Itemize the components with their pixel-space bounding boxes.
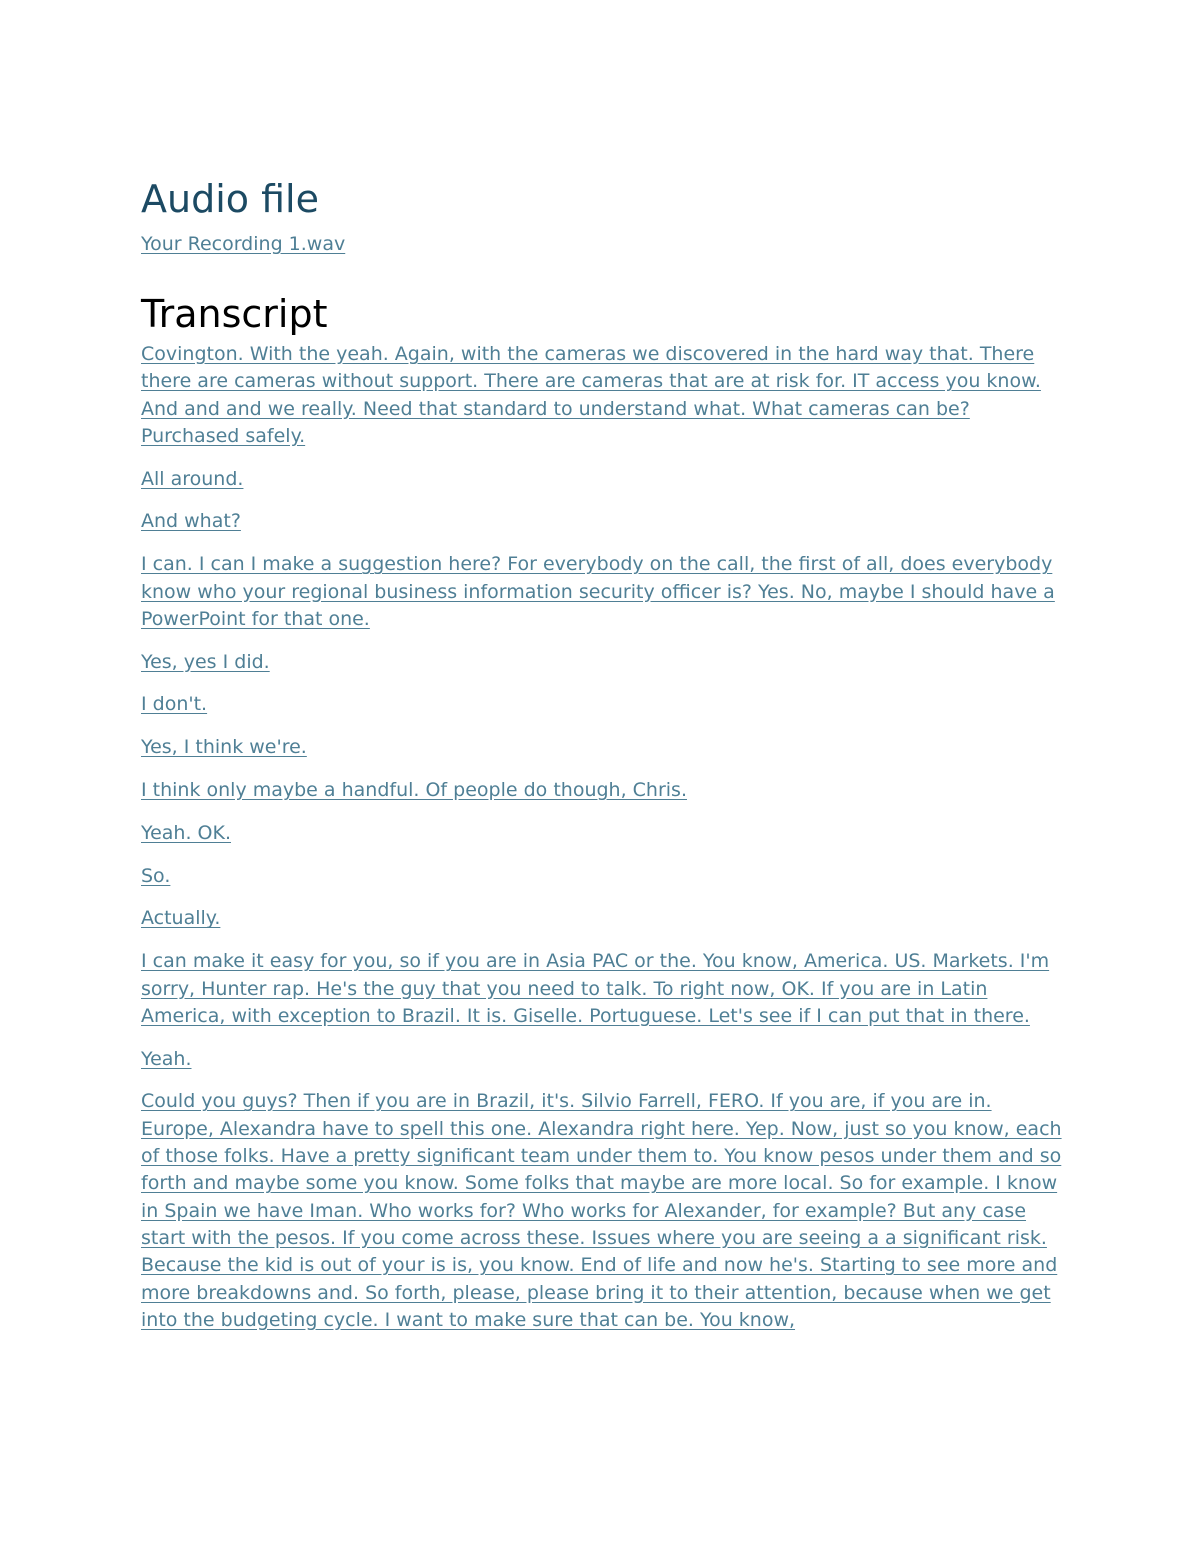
transcript-body xyxy=(141,341,1066,1334)
transcript-paragraph[interactable]: I can make it easy for you, so if you are in Asia PAC or the. You know, America. US. Markets. I'm sorry, Hunter rap. He's the guy that you need to talk. To right now, OK. If you are in Latin America, with exception to Brazil. It is. Giselle. Portuguese. Let's see if I can put that in there. xyxy=(141,950,1050,1027)
transcript-paragraph[interactable]: So. xyxy=(141,864,171,887)
transcript-paragraph[interactable]: And what? xyxy=(141,510,241,533)
transcript-heading: Transcript xyxy=(141,292,328,336)
transcript-paragraph[interactable]: All around. xyxy=(141,467,244,490)
audio-file-link[interactable]: Your Recording 1.wav xyxy=(141,233,346,255)
transcript-paragraph[interactable]: Covington. With the yeah. Again, with the cameras we discovered in the hard way that. There there are cameras without support. There are cameras that are at risk for. IT access you know. And and and we really. Need that standard to understand what. What cameras can be? Purchased safely. xyxy=(141,343,1041,447)
document-page xyxy=(141,170,1066,1350)
transcript-paragraph[interactable]: I don't. xyxy=(141,693,208,716)
transcript-paragraph[interactable]: I can. I can I make a suggestion here? For everybody on the call, the first of all, does everybody know who your regional business information security officer is? Yes. No, maybe I should have a PowerPoint for that one. xyxy=(141,553,1055,630)
transcript-paragraph[interactable]: I think only maybe a handful. Of people do though, Chris. xyxy=(141,779,687,802)
audio-file-heading: Audio file xyxy=(141,177,319,221)
transcript-paragraph[interactable]: Yeah. OK. xyxy=(141,821,231,844)
transcript-paragraph[interactable]: Yes, yes I did. xyxy=(141,650,270,673)
transcript-paragraph[interactable]: Actually. xyxy=(141,907,221,930)
transcript-paragraph[interactable]: Yeah. xyxy=(141,1047,192,1070)
transcript-paragraph[interactable]: Yes, I think we're. xyxy=(141,736,307,759)
transcript-paragraph[interactable]: Could you guys? Then if you are in Brazil, it's. Silvio Farrell, FERO. If you are, if you are in. Europe, Alexandra have to spell this one. Alexandra right here. Yep. Now, just so you know, each of those folks. Have a pretty significant team under them to. You know pesos under them and so forth and maybe some you know. Some folks that maybe are more local. So for example. I know in Spain we have Iman. Who works for? Who works for Alexander, for example? But any case start with the pesos. If you come across these. Issues where you are seeing a a significant risk. Because the kid is out of your is is, you know. End of life and now he's. Starting to see more and more breakdowns and. So forth, please, please bring it to their attention, because when we get into the budgeting cycle. I want to make sure that can be. You know, xyxy=(141,1090,1062,1331)
